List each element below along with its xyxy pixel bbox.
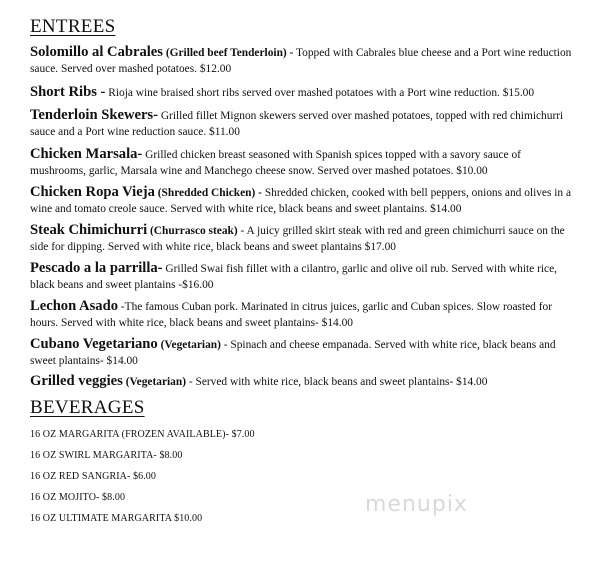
entree-description: Grilled Swai fish fillet with a cilantro, garlic and olive oil rub. Served with white rice, black beans and sweet plantains -$16.00	[30, 263, 558, 291]
entree-subtitle: (Grilled beef Tenderloin)	[165, 47, 287, 59]
entree-item	[30, 84, 575, 101]
entree-dash: -	[255, 187, 262, 199]
entree-name: Chicken Marsala-	[30, 146, 143, 162]
entree-item	[30, 184, 575, 217]
entree-name: Lechon Asado	[30, 298, 118, 314]
entree-item	[30, 336, 575, 369]
entree-description: Rioja wine braised short ribs served over mashed potatoes with a Port wine reduction. $15.00	[105, 87, 535, 99]
entree-description: -The famous Cuban pork. Marinated in citrus juices, garlic and Cuban spices. Slow roasted for hours. Served with white rice, black beans and sweet plantains- $14.00	[30, 301, 553, 329]
entree-name: Tenderloin Skewers-	[30, 107, 158, 123]
entree-item	[30, 44, 575, 77]
entree-item	[30, 260, 575, 293]
beverages-heading: BEVERAGES	[30, 397, 145, 418]
beverage-item: 16 OZ MARGARITA (FROZEN AVAILABLE)- $7.00	[30, 429, 255, 440]
entrees-heading: ENTREES	[30, 16, 116, 37]
entree-name: Pescado a la parrilla-	[30, 260, 163, 276]
entree-description: Grilled chicken breast seasoned with Spanish spices topped with a savory sauce of mushrooms, garlic, Marsala wine and Manchego cheese snow. Served over mashed potatoes. $10.00	[30, 149, 521, 177]
entree-item	[30, 373, 575, 390]
beverage-item: 16 OZ RED SANGRIA- $6.00	[30, 471, 157, 482]
entree-description: Topped with Cabrales blue cheese and a Port wine reduction sauce. Served over mashed potatoes. $12.00	[30, 47, 572, 75]
entree-name: Steak Chimichurri	[30, 222, 148, 238]
entree-subtitle: (Shredded Chicken)	[157, 187, 256, 199]
entree-description: - Served with white rice, black beans and sweet plantains- $14.00	[186, 376, 488, 388]
entree-description: Grilled fillet Mignon skewers served over mashed potatoes, topped with red chimichurri sauce and a Port wine reduction sauce. $11.00	[30, 110, 564, 138]
entree-description: - Spinach and cheese empanada. Served with white rice, black beans and sweet plantains- $14.00	[30, 339, 556, 367]
entree-description: Shredded chicken, cooked with bell peppers, onions and olives in a wine and tomato creole sauce. Served with white rice, black beans and sweet plantains. $14.00	[30, 187, 572, 215]
entree-name: Solomillo al Cabrales	[30, 44, 163, 60]
menupix-watermark: menupix	[365, 492, 468, 517]
entree-item	[30, 146, 575, 179]
entree-item	[30, 222, 575, 255]
entree-item	[30, 298, 575, 331]
entree-name: Short Ribs -	[30, 84, 106, 100]
entree-dash: -	[286, 47, 294, 59]
entree-name: Grilled veggies	[30, 373, 123, 389]
beverage-item: 16 OZ MOJITO- $8.00	[30, 492, 126, 503]
entree-description: - A juicy grilled skirt steak with red and green chimichurri sauce on the side for dipping. Served with white rice, black beans and sweet plantains $17.00	[30, 225, 565, 253]
entree-name: Chicken Ropa Vieja	[30, 184, 155, 200]
entree-item	[30, 107, 575, 140]
beverage-item: 16 OZ SWIRL MARGARITA- $8.00	[30, 450, 183, 461]
entree-subtitle: (Vegetarian)	[125, 376, 186, 388]
beverage-item: 16 OZ ULTIMATE MARGARITA $10.00	[30, 513, 203, 524]
entree-subtitle: (Churrasco steak)	[150, 225, 238, 237]
entree-name: Cubano Vegetariano	[30, 336, 158, 352]
entree-subtitle: (Vegetarian)	[160, 339, 221, 351]
